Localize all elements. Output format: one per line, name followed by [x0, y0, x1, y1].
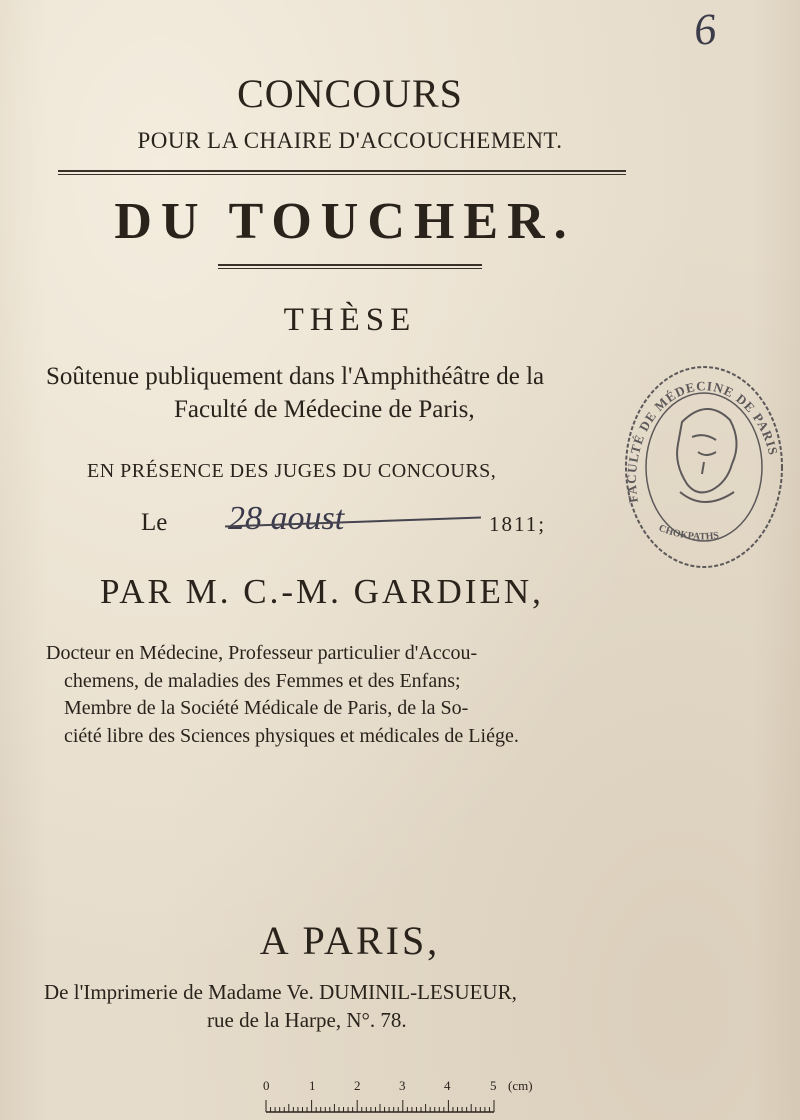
credentials-line: Docteur en Médecine, Professeur particulier d'Accou- [46, 642, 478, 664]
intro-line-2: Faculté de Médecine de Paris, [174, 396, 475, 423]
these-heading: THÈSE [283, 302, 417, 338]
stamp-text: FACULTÉ DE MÉDECINE DE PARIS [623, 378, 782, 504]
scale-number: 5 [490, 1078, 497, 1093]
printer-line-2: rue de la Harpe, N°. 78. [207, 1008, 407, 1032]
page-number: 6 [691, 3, 719, 56]
date-year: 1811; [489, 512, 547, 536]
measurement-scale-bar [258, 1078, 548, 1118]
scale-number: 3 [399, 1078, 406, 1093]
library-stamp [612, 352, 792, 572]
credentials-block [46, 640, 519, 750]
credentials-line: ciété libre des Sciences physiques et médicales de Liége. [64, 724, 519, 747]
scale-number: 0 [263, 1078, 270, 1093]
scale-ruler [258, 1096, 548, 1118]
main-title: CONCOURS [237, 71, 463, 116]
printer-line-1: De l'Imprimerie de Madame Ve. DUMINIL-LESUEUR, [44, 980, 517, 1004]
credentials-line: chemens, de maladies des Femmes et des Enfans; [64, 669, 461, 692]
double-rule-middle [218, 264, 482, 269]
subtitle: POUR LA CHAIRE D'ACCOUCHEMENT. [137, 128, 563, 153]
intro-line-1: Soûtenue publiquement dans l'Amphithéâtre de la [46, 363, 545, 390]
date-handwritten: 28 aoust [228, 500, 345, 537]
double-rule-top [58, 170, 626, 175]
scale-unit: (cm) [508, 1078, 533, 1093]
stamp-bottom-text: CHOKPATHS [657, 522, 720, 543]
imprint-city: A PARIS, [259, 918, 441, 963]
svg-text:CHOKPATHS [657, 523, 720, 543]
presence-line: EN PRÉSENCE DES JUGES DU CONCOURS, [87, 460, 497, 482]
credentials-line: Membre de la Société Médicale de Paris, de la So- [64, 697, 469, 719]
author-line: PAR M. C.-M. GARDIEN, [100, 572, 544, 611]
scale-numbers [258, 1078, 548, 1094]
scale-number: 2 [354, 1078, 361, 1093]
stamp-portrait-icon [677, 409, 736, 502]
scale-number: 4 [444, 1078, 451, 1093]
scale-number: 1 [309, 1078, 316, 1093]
thesis-title: DU TOUCHER. [114, 193, 576, 250]
date-label: Le [141, 509, 168, 536]
